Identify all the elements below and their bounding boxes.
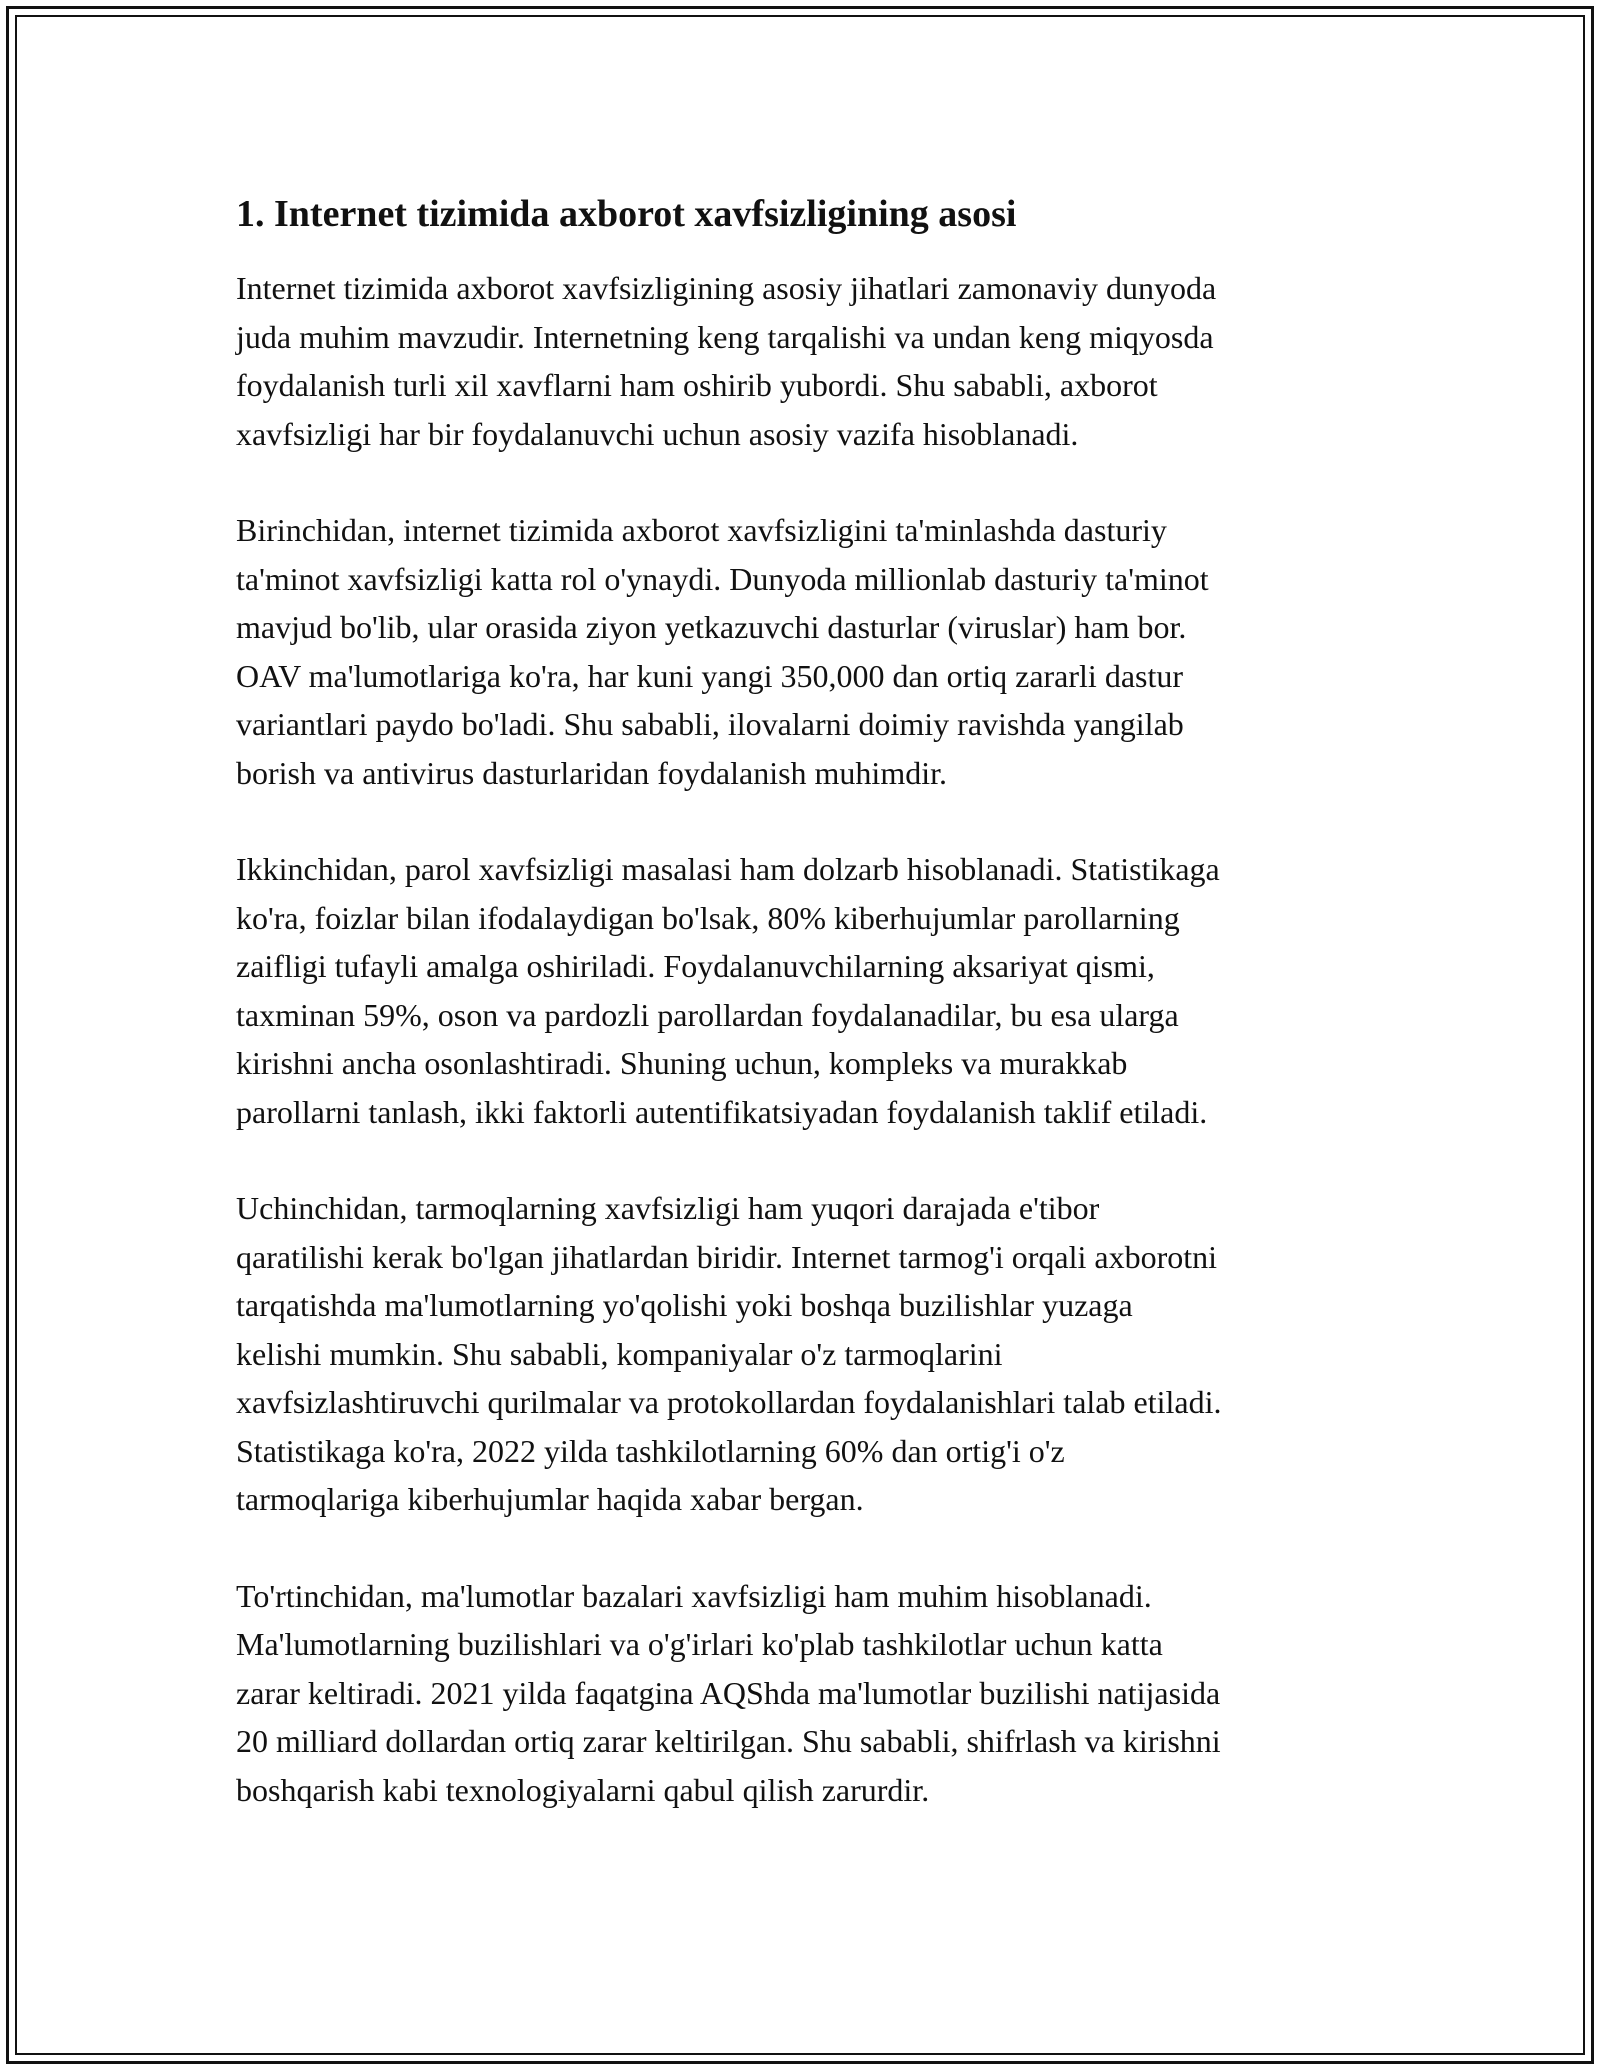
paragraph-line: kelishi mumkin. Shu sababli, kompaniyalar o'z tarmoqlarini [236,1335,1003,1372]
paragraph-line: variantlari paydo bo'ladi. Shu sababli, ilovalarni doimiy ravishda yangilab [236,706,1184,742]
paragraph-line: ta'minot xavfsizligi katta rol o'ynaydi. Dunyoda millionlab dasturiy ta'minot [236,560,1209,597]
paragraph-line: foydalanish turli xil xavflarni ham oshirib yubordi. Shu sababli, axborot [236,367,1158,403]
paragraph-network-security [236,1184,1386,1524]
paragraph-line: parollarni tanlash, ikki faktorli autentifikatsiyadan foydalanish taklif etiladi. [236,1093,1208,1130]
paragraph-line: 20 milliard dollardan ortiq zarar keltirilgan. Shu sababli, shifrlash va kirishni [236,1723,1221,1759]
paragraph-software-security [236,506,1386,797]
paragraph-line: tarmoqlariga kiberhujumlar haqida xabar bergan. [236,1481,864,1517]
page-title: 1. Internet tizimida axborot xavfsizligining asosi [236,193,1017,235]
paragraph-line: Ma'lumotlarning buzilishlari va o'g'irlari ko'plab tashkilotlar uchun katta [236,1626,1163,1662]
paragraph-line: Uchinchidan, tarmoqlarning xavfsizligi ham yuqori darajada e'tibor [236,1190,1100,1226]
paragraph-database-security [236,1572,1386,1815]
paragraph-line: kirishni ancha osonlashtiradi. Shuning uchun, kompleks va murakkab [236,1045,1128,1081]
paragraph-password-security [236,845,1386,1136]
paragraph-line: tarqatishda ma'lumotlarning yo'qolishi yoki boshqa buzilishlar yuzaga [236,1287,1133,1323]
paragraph-line: zaifligi tufayli amalga oshiriladi. Foydalanuvchilarning aksariyat qismi, [236,948,1155,984]
paragraph-line: OAV ma'lumotlariga ko'ra, har kuni yangi 350,000 dan ortiq zararli dastur [236,657,1184,694]
paragraph-line: xavfsizligi har bir foydalanuvchi uchun asosiy vazifa hisoblanadi. [236,415,1079,452]
paragraph-line: Statistikaga ko'ra, 2022 yilda tashkilotlarning 60% dan ortig'i o'z [236,1432,1065,1469]
paragraph-line: ko'ra, foizlar bilan ifodalaydigan bo'lsak, 80% kiberhujumlar parollarning [236,899,1180,936]
paragraph-line: zarar keltiradi. 2021 yilda faqatgina AQShda ma'lumotlar buzilishi natijasida [236,1674,1221,1711]
paragraph-line: juda muhim mavzudir. Internetning keng tarqalishi va undan keng miqyosda [236,318,1214,355]
paragraph-line: xavfsizlashtiruvchi qurilmalar va protokollardan foydalanishlari talab etiladi. [236,1384,1222,1420]
paragraph-line: Internet tizimida axborot xavfsizligining asosiy jihatlari zamonaviy dunyoda [236,270,1217,306]
paragraph-intro [236,264,1386,458]
paragraph-line: To'rtinchidan, ma'lumotlar bazalari xavfsizligi ham muhim hisoblanadi. [236,1577,1152,1614]
document-body [236,188,1386,1862]
paragraph-line: qaratilishi kerak bo'lgan jihatlardan biridir. Internet tarmog'i orqali axborotni [236,1238,1218,1275]
paragraph-line: Birinchidan, internet tizimida axborot xavfsizligini ta'minlashda dasturiy [236,512,1167,548]
paragraph-line: Ikkinchidan, parol xavfsizligi masalasi ham dolzarb hisoblanadi. Statistikaga [236,851,1220,887]
paragraph-line: mavjud bo'lib, ular orasida ziyon yetkazuvchi dasturlar (viruslar) ham bor. [236,609,1187,645]
paragraph-line: boshqarish kabi texnologiyalarni qabul qilish zarurdir. [236,1771,930,1808]
paragraph-line: taxminan 59%, oson va pardozli parollardan foydalanadilar, bu esa ularga [236,996,1179,1033]
paragraph-line: borish va antivirus dasturlaridan foydalanish muhimdir. [236,754,947,791]
